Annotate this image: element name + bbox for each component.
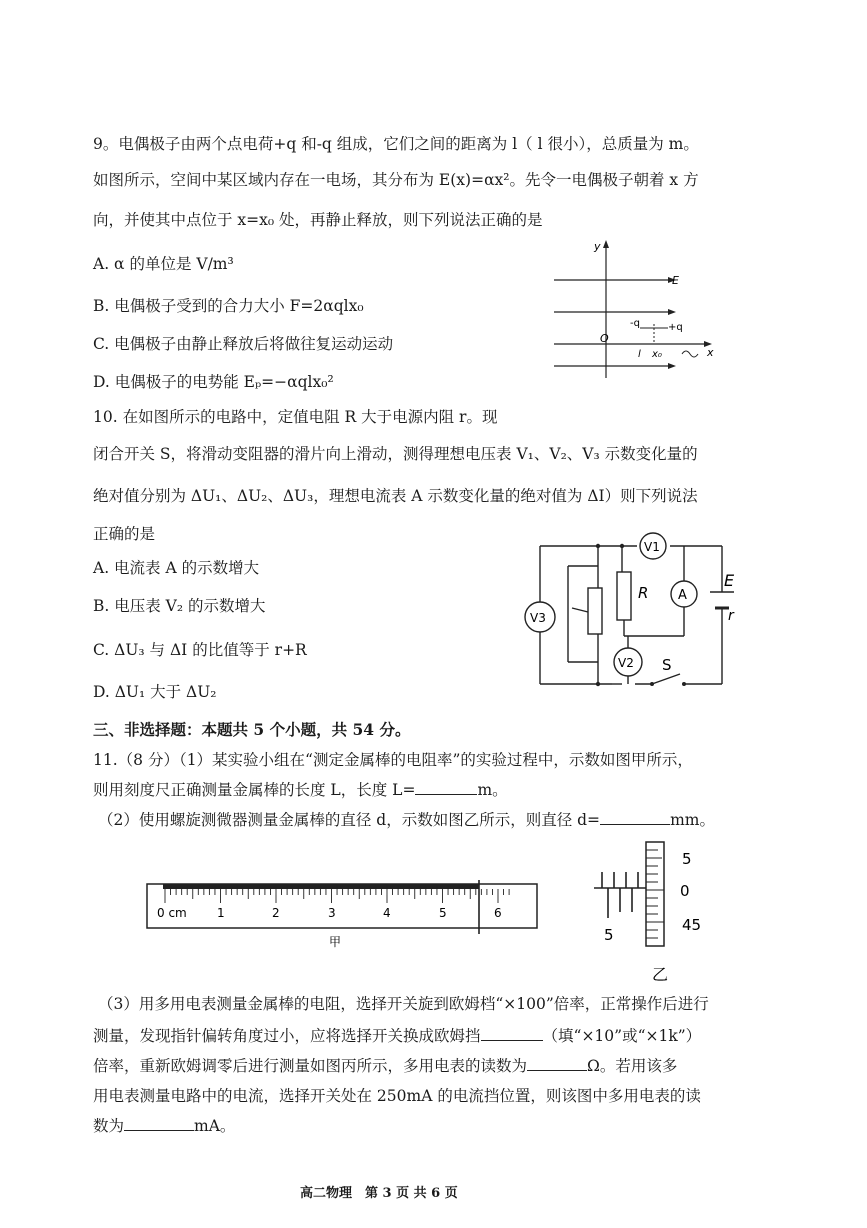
fig10-v2-label: V2	[618, 656, 634, 670]
range-answer-blank[interactable]	[481, 1039, 543, 1041]
q10-option-c: C. ΔU₃ 与 ΔI 的比值等于 r+R	[93, 641, 307, 659]
q9-option-a: A. α 的单位是 V/m³	[93, 255, 234, 273]
q11-line-3-unit: mm。	[670, 811, 715, 829]
q9-line-1: 9。电偶极子由两个点电荷+q 和-q 组成，它们之间的距离为 l（ l 很小），总质量为 m。	[93, 135, 699, 153]
fig9-minus-q: -q	[630, 318, 640, 329]
ruler-tick-5: 5	[439, 906, 447, 920]
q11-line-5-text: 测量，发现指针偏转角度过小，应将选择开关换成欧姆挡	[93, 1027, 481, 1045]
q11-line-5	[93, 1024, 701, 1046]
fig10-a-label: A	[678, 588, 687, 603]
q9-line-3: 向，并使其中点位于 x=x₀ 处，再静止释放，则下列说法正确的是	[93, 211, 543, 229]
fig9-e-label: E	[672, 274, 679, 287]
fig10-e-label: E	[724, 571, 735, 590]
q11-line-8-unit: mA。	[194, 1117, 236, 1135]
q10-line-1: 10. 在如图所示的电路中，定值电阻 R 大于电源内阻 r。现	[93, 408, 498, 426]
q11-line-4: （3）用多用电表测量金属棒的电阻，选择开关旋到欧姆档“×100”倍率，正常操作后进行	[98, 995, 709, 1013]
ruler-tick-3: 3	[328, 906, 336, 920]
ruler-figure	[145, 876, 545, 956]
section-heading: 三、非选择题：本题共 5 个小题，共 54 分。	[93, 720, 411, 739]
fig9-x-label: x	[707, 346, 714, 359]
q11-line-1: 11.（8 分）（1）某实验小组在“测定金属棒的电阻率”的实验过程中，示数如图甲所示，	[93, 751, 693, 769]
ruler-caption: 甲	[329, 935, 342, 949]
micrometer-label-5: 5	[682, 850, 692, 868]
page-footer: 高二物理 第 3 页 共 6 页	[300, 1186, 458, 1201]
q11-line-3-text: （2）使用螺旋测微器测量金属棒的直径 d，示数如图乙所示，则直径 d=	[98, 811, 601, 829]
fig10-internal-r-label: r	[728, 608, 734, 624]
q10-circuit-figure	[512, 532, 747, 692]
q10-line-3: 绝对值分别为 ΔU₁、ΔU₂、ΔU₃，理想电流表 A 示数变化量的绝对值为 ΔI）则下列说法	[93, 487, 698, 505]
q11-line-2-unit: m。	[477, 781, 508, 799]
fig10-s-label: S	[662, 656, 672, 674]
fig9-y-label: y	[594, 240, 601, 253]
q10-option-d: D. ΔU₁ 大于 ΔU₂	[93, 683, 217, 701]
ruler-tick-2: 2	[272, 906, 280, 920]
ruler-unit-label: 0 cm	[157, 906, 187, 920]
micrometer-label-45: 45	[682, 916, 702, 934]
q10-line-4: 正确的是	[93, 525, 156, 543]
fig9-l-label: l	[638, 349, 641, 360]
q11-line-8-text: 数为	[93, 1117, 125, 1135]
q9-option-c: C. 电偶极子由静止释放后将做往复运动运动	[93, 335, 394, 353]
q11-line-6	[93, 1054, 677, 1076]
length-answer-blank[interactable]	[415, 793, 477, 795]
q9-option-b: B. 电偶极子受到的合力大小 F=2αqlx₀	[93, 297, 364, 315]
micrometer-caption: 乙	[652, 965, 669, 984]
ruler-tick-6: 6	[494, 906, 502, 920]
q10-option-b: B. 电压表 V₂ 的示数增大	[93, 597, 266, 615]
q9-field-figure	[540, 238, 720, 380]
fig10-v1-label: V1	[644, 540, 660, 554]
q11-line-2-text: 则用刻度尺正确测量金属棒的长度 L，长度 L=	[93, 781, 416, 799]
fig9-origin-label: O	[600, 332, 609, 345]
micrometer-label-0: 0	[680, 882, 690, 900]
q9-line-2: 如图所示，空间中某区域内存在一电场，其分布为 E(x)=αx²。先令一电偶极子朝着 x 方	[93, 171, 699, 189]
q11-line-8	[93, 1114, 235, 1136]
q11-line-6-unit: Ω。若用该多	[587, 1057, 678, 1075]
diameter-answer-blank[interactable]	[600, 823, 670, 825]
current-answer-blank[interactable]	[124, 1129, 194, 1131]
q11-line-6-text: 倍率，重新欧姆调零后进行测量如图丙所示，多用电表的读数为	[93, 1057, 528, 1075]
fig10-r-label: R	[638, 584, 649, 602]
q9-option-d: D. 电偶极子的电势能 Eₚ=−αqlx₀²	[93, 373, 334, 391]
fig9-x0-label: x₀	[652, 349, 662, 360]
q10-option-a: A. 电流表 A 的示数增大	[93, 559, 260, 577]
micrometer-figure	[590, 838, 730, 986]
micrometer-sleeve-label: 5	[604, 926, 614, 944]
q11-line-7: 用电表测量电路中的电流，选择开关处在 250mA 的电流挡位置，则该图中多用电表的读	[93, 1087, 701, 1105]
q11-line-2	[93, 778, 508, 800]
ruler-tick-1: 1	[217, 906, 225, 920]
q11-line-5-hint: （填“×10”或“×1k”）	[542, 1027, 702, 1045]
fig10-v3-label: V3	[530, 611, 546, 625]
resistance-answer-blank[interactable]	[527, 1069, 587, 1071]
q10-line-2: 闭合开关 S，将滑动变阻器的滑片向上滑动，测得理想电压表 V₁、V₂、V₃ 示数变化量的	[93, 445, 698, 463]
fig9-plus-q: +q	[668, 322, 683, 333]
q11-line-3	[98, 808, 715, 830]
ruler-tick-4: 4	[383, 906, 391, 920]
